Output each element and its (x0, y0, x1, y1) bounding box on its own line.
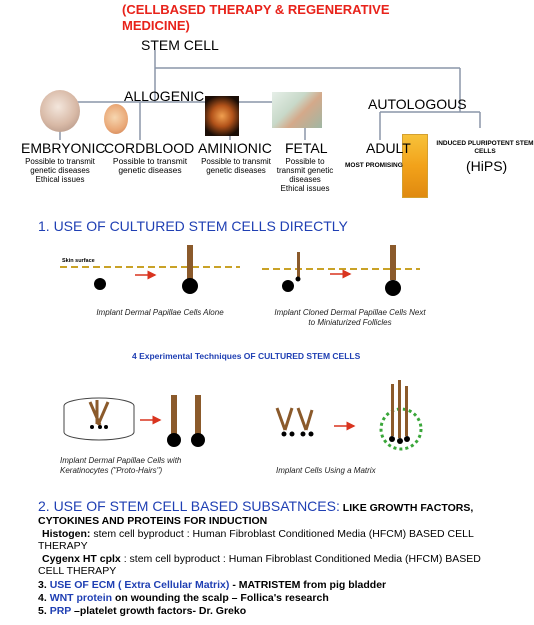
skin-surface-label: Skin surface (62, 258, 95, 264)
caption-a: Implant Dermal Papillae Cells Alone (96, 308, 224, 317)
techniques-heading: 4 Experimental Techniques OF CULTURED STEM CELLS (132, 351, 361, 361)
adult-label: ADULT (366, 140, 411, 156)
section2-heading: 2. USE OF STEM CELL BASED SUBSATNCES: LIKE GROWTH FACTORS, (38, 498, 474, 514)
caption-c: Implant Dermal Papillae Cells with Keratinocytes ("Proto-Hairs") (60, 456, 182, 475)
stem-cell-label: STEM CELL (141, 37, 219, 53)
histogen-item: Histogen: stem cell byproduct : Human Fibroblast Conditioned Media (HFCM) BASED CELL THERAPY (38, 528, 474, 552)
most-promising-label: MOST PROMISING (345, 162, 403, 169)
fetal-desc: Possible to transmit genetic diseases Ethical issues (276, 157, 334, 193)
item-4: 4. WNT protein on wounding the scalp – Follica's research (38, 592, 329, 604)
caption-b: Implant Cloned Dermal Papillae Cells Next to Miniaturized Follicles (274, 308, 426, 327)
section2-heading-line2: CYTOKINES AND PROTEINS FOR INDUCTION (38, 515, 268, 527)
main-title-line1: (CELLBASED THERAPY & REGENERATIVE (122, 2, 390, 17)
papilla-cell-a (94, 278, 106, 290)
hips-abbr: (HiPS) (466, 158, 508, 174)
papilla-cell-b (282, 280, 294, 292)
embryonic-label: EMBRYONIC (21, 140, 106, 156)
fetal-label: FETAL (285, 140, 328, 156)
embryonic-desc: Possible to transmit genetic diseases Ethical issues (25, 157, 95, 184)
cordblood-desc: Possible to transmit genetic diseases (112, 156, 188, 175)
hair-shaft-b (390, 245, 396, 280)
cygenx-item: Cygenx HT cplx : stem cell byproduct : Human Fibroblast Conditioned Media (HFCM) BASED CELL THERAPY (38, 553, 481, 577)
aminionic-desc: Possible to transmit genetic diseases (201, 157, 271, 175)
caption-d: Implant Cells Using a Matrix (276, 466, 376, 475)
cordblood-label: CORDBLOOD (104, 140, 195, 156)
hair-bulb-b (385, 280, 401, 296)
hips-label: INDUCED PLURIPOTENT STEM CELLS (436, 140, 534, 155)
mini-follicle (297, 252, 300, 277)
item-5: 5. PRP –platelet growth factors- Dr. Greko (38, 605, 247, 617)
item-3: 3. USE OF ECM ( Extra Cellular Matrix) - MATRISTEM from pig bladder (38, 579, 387, 591)
allogenic-label: ALLOGENIC (124, 88, 205, 104)
hair-bulb-a (182, 278, 198, 294)
hair-shaft-a (187, 245, 193, 280)
autologous-label: AUTOLOGOUS (368, 96, 467, 112)
section1-heading: 1. USE OF CULTURED STEM CELLS DIRECTLY (38, 218, 348, 234)
aminionic-label: AMINIONIC (198, 140, 272, 156)
main-title-line2: MEDICINE) (122, 18, 190, 33)
